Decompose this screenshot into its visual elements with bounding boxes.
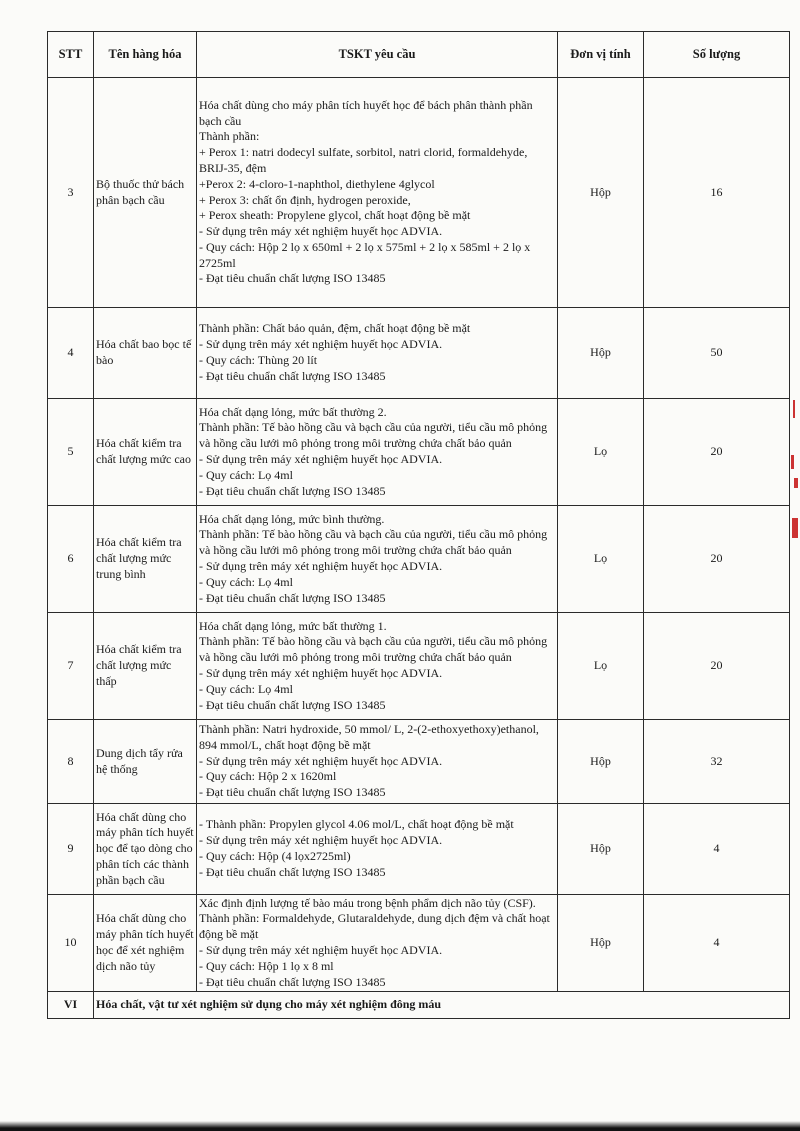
row-item-name: Hóa chất bao bọc tế bào [94, 308, 197, 399]
header-stt: STT [48, 32, 94, 78]
row-quantity: 20 [644, 613, 790, 720]
spec-line: - Thành phần: Propylen glycol 4.06 mol/L, chất hoạt động bề mặt [199, 817, 514, 832]
spec-line: - Đạt tiêu chuẩn chất lượng ISO 13485 [199, 697, 386, 712]
spec-line: - Đạt tiêu chuẩn chất lượng ISO 13485 [199, 590, 386, 605]
spec-line: - Quy cách: Thùng 20 lít [199, 353, 318, 367]
section-stt: VI [48, 992, 94, 1019]
row-stt: 3 [48, 78, 94, 308]
spec-line: Hóa chất dạng lỏng, mức bất thường 2. [199, 404, 387, 419]
table-body [48, 78, 790, 992]
row-spec [197, 613, 558, 720]
row-spec [197, 78, 558, 308]
table-row [48, 895, 790, 992]
row-stt: 7 [48, 613, 94, 720]
spec-line: - Quy cách: Hộp 2 lọ x 650ml + 2 lọ x 575ml + 2 lọ x 585ml + 2 lọ x 2725ml [199, 239, 531, 270]
spec-line: - Quy cách: Hộp (4 lọx2725ml) [199, 849, 351, 863]
spec-line: - Đạt tiêu chuẩn chất lượng ISO 13485 [199, 785, 386, 800]
row-quantity: 32 [644, 720, 790, 804]
row-spec [197, 399, 558, 506]
section-title: Hóa chất, vật tư xét nghiệm sử dụng cho máy xét nghiệm đông máu [94, 992, 790, 1019]
row-stt: 8 [48, 720, 94, 804]
spec-line: Xác định định lượng tế bào máu trong bệnh phẩm dịch não tủy (CSF). [199, 895, 536, 910]
spec-line: - Sử dụng trên máy xét nghiệm huyết học ADVIA. [199, 833, 443, 848]
spec-line: - Sử dụng trên máy xét nghiệm huyết học ADVIA. [199, 943, 443, 957]
table-row [48, 506, 790, 613]
spec-line: - Sử dụng trên máy xét nghiệm huyết học ADVIA. [199, 452, 443, 466]
row-quantity: 20 [644, 506, 790, 613]
spec-line: Hóa chất dạng lỏng, mức bất thường 1. [199, 618, 387, 633]
header-row [48, 32, 790, 78]
spec-line: Thành phần: Chất bảo quản, đệm, chất hoạt động bề mặt [199, 321, 471, 336]
margin-stamp-marks [790, 400, 800, 540]
table-row [48, 720, 790, 804]
row-unit: Hộp [558, 804, 644, 895]
spec-line: - Đạt tiêu chuẩn chất lượng ISO 13485 [199, 368, 386, 383]
table-row [48, 613, 790, 720]
row-item-name: Hóa chất kiểm tra chất lượng mức cao [94, 399, 197, 506]
row-unit: Hộp [558, 895, 644, 992]
spec-line: - Quy cách: Hộp 1 lọ x 8 ml [199, 958, 334, 973]
spec-line: Hóa chất dùng cho máy phân tích huyết học để bách phân thành phần bạch cầu [199, 97, 533, 128]
header-name: Tên hàng hóa [94, 32, 197, 78]
row-quantity: 4 [644, 804, 790, 895]
table-row [48, 804, 790, 895]
row-quantity: 4 [644, 895, 790, 992]
table-row [48, 78, 790, 308]
scan-bottom-edge [0, 1121, 800, 1131]
spec-line: Thành phần: Tế bào hồng cầu và bạch cầu của người, tiểu cầu mô phỏng và hồng cầu lưới mô phỏng trong môi trường chứa chất bảo quản [199, 634, 548, 665]
row-item-name: Hóa chất kiểm tra chất lượng mức thấp [94, 613, 197, 720]
header-qty: Số lượng [644, 32, 790, 78]
row-unit: Lọ [558, 613, 644, 720]
table-row [48, 308, 790, 399]
spec-line: Hóa chất dạng lỏng, mức bình thường. [199, 511, 385, 526]
row-quantity: 20 [644, 399, 790, 506]
row-unit: Hộp [558, 308, 644, 399]
table-row [48, 399, 790, 506]
spec-line: Thành phần: Natri hydroxide, 50 mmol/ L, 2-(2-ethoxyethoxy)ethanol, 894 mmol/L, chất hoạt động bề mặt [199, 722, 539, 752]
spec-line: +Perox 2: 4-cloro-1-naphthol, diethylene 4glycol [199, 176, 435, 191]
row-stt: 4 [48, 308, 94, 399]
spec-line: - Sử dụng trên máy xét nghiệm huyết học ADVIA. [199, 666, 443, 680]
row-stt: 9 [48, 804, 94, 895]
row-spec [197, 308, 558, 399]
row-item-name: Hóa chất dùng cho máy phân tích huyết học để tạo dòng cho phân tích các thành phần bạch cầu [94, 804, 197, 895]
spec-line: - Sử dụng trên máy xét nghiệm huyết học ADVIA. [199, 337, 443, 352]
row-unit: Lọ [558, 506, 644, 613]
spec-line: + Perox 3: chất ổn định, hydrogen peroxide, [199, 192, 411, 207]
row-spec [197, 720, 558, 804]
spec-line: - Đạt tiêu chuẩn chất lượng ISO 13485 [199, 864, 386, 879]
spec-line: - Quy cách: Hộp 2 x 1620ml [199, 769, 337, 784]
spec-line: - Quy cách: Lọ 4ml [199, 681, 293, 696]
row-unit: Lọ [558, 399, 644, 506]
spec-line: - Sử dụng trên máy xét nghiệm huyết học ADVIA. [199, 559, 443, 573]
spec-line: - Đạt tiêu chuẩn chất lượng ISO 13485 [199, 483, 386, 498]
row-quantity: 50 [644, 308, 790, 399]
spec-line: + Perox sheath: Propylene glycol, chất hoạt động bề mặt [199, 208, 471, 223]
table-header [48, 32, 790, 78]
spec-line: - Sử dụng trên máy xét nghiệm huyết học ADVIA. [199, 224, 443, 239]
row-spec [197, 895, 558, 992]
section-row [48, 992, 790, 1019]
spec-line: Thành phần: [199, 129, 260, 144]
spec-line: - Quy cách: Lọ 4ml [199, 467, 293, 482]
row-unit: Hộp [558, 78, 644, 308]
row-item-name: Hóa chất kiểm tra chất lượng mức trung bình [94, 506, 197, 613]
spec-table [47, 31, 790, 1019]
row-stt: 10 [48, 895, 94, 992]
spec-line: - Quy cách: Lọ 4ml [199, 574, 293, 589]
row-item-name: Dung dịch tẩy rửa hệ thống [94, 720, 197, 804]
row-spec [197, 804, 558, 895]
spec-line: + Perox 1: natri dodecyl sulfate, sorbitol, natri clorid, formaldehyde, BRIJ-35, đệm [199, 145, 528, 175]
row-quantity: 16 [644, 78, 790, 308]
header-spec: TSKT yêu cầu [197, 32, 558, 78]
spec-line: Thành phần: Tế bào hồng cầu và bạch cầu của người, tiểu cầu mô phỏng và hồng cầu lưới mô phỏng trong môi trường chứa chất bảo quản [199, 420, 548, 451]
row-stt: 5 [48, 399, 94, 506]
header-unit: Đơn vị tính [558, 32, 644, 78]
spec-line: - Sử dụng trên máy xét nghiệm huyết học ADVIA. [199, 753, 443, 768]
spec-line: Thành phần: Formaldehyde, Glutaraldehyde, dung dịch đệm và chất hoạt động bề mặt [199, 911, 550, 942]
spec-line: - Đạt tiêu chuẩn chất lượng ISO 13485 [199, 271, 386, 286]
row-stt: 6 [48, 506, 94, 613]
spec-line: - Đạt tiêu chuẩn chất lượng ISO 13485 [199, 974, 386, 989]
row-item-name: Hóa chất dùng cho máy phân tích huyết học để xét nghiệm dịch não tủy [94, 895, 197, 992]
spec-line: Thành phần: Tế bào hồng cầu và bạch cầu của người, tiểu cầu mô phỏng và hồng cầu lưới mô phỏng trong môi trường chứa chất bảo quản [199, 527, 548, 558]
section-body [48, 992, 790, 1019]
row-unit: Hộp [558, 720, 644, 804]
row-spec [197, 506, 558, 613]
row-item-name: Bộ thuốc thử bách phân bạch cầu [94, 78, 197, 308]
